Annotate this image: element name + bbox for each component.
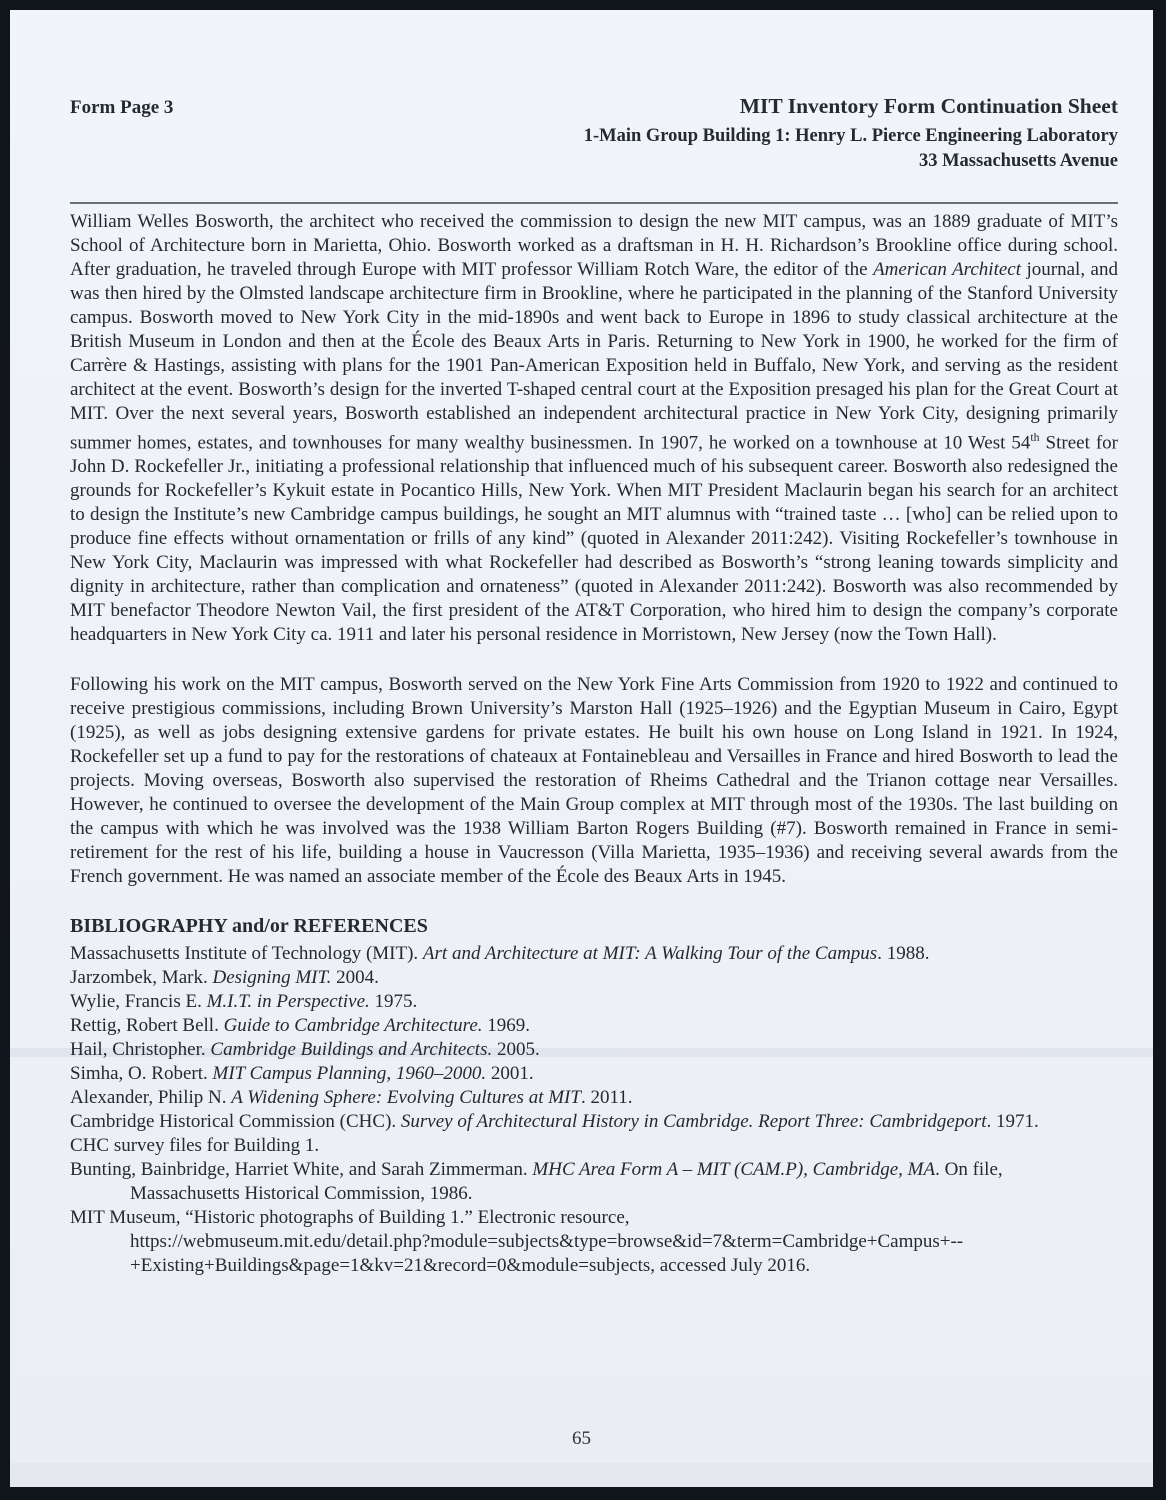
bibliography-line: Bunting, Bainbridge, Harriet White, and Sarah Zimmerman. MHC Area Form A – MIT (CAM.P), Cambridge, MA. On file, xyxy=(70,1159,1003,1181)
bibliography-line: Wylie, Francis E. M.I.T. in Perspective. 1975. xyxy=(70,991,418,1013)
bibliography-line: Simha, O. Robert. MIT Campus Planning, 1960–2000. 2001. xyxy=(70,1063,534,1085)
bibliography-line-continuation: +Existing+Buildings&page=1&kv=21&record=0&module=subjects, accessed July 2016. xyxy=(130,1255,811,1277)
form-page-label: Form Page 3 xyxy=(70,97,174,118)
paragraph-bosworth-biography: William Welles Bosworth, the architect who received the commission to design the new MIT campus, was an 1889 graduate of MIT’s School of Architecture born in Marietta, Ohio. Bosworth worked as a draftsman in H. H. Richardson’s Brookline office during school. After graduation, he traveled through Europe with MIT professor William Rotch Ware, the editor of the American Architect journal, and was then hired by the Olmsted landscape architecture firm in Brookline, where he participated in the planning of the Stanford University campus. Bosworth moved to New York City in the mid-1890s and went back to Europe in 1896 to study classical architecture at the British Museum in London and then at the École des Beaux Arts in Paris. Returning to New York in 1900, he worked for the firm of Carrère & Hastings, assisting with plans for the 1901 Pan-American Exposition held in Buffalo, New York, and serving as the resident architect at the event. Bosworth’s design for the inverted T-shaped central court at the Exposition presaged his plan for the Great Court at MIT. Over the next several years, Bosworth established an independent architectural practice in New York City, designing primarily summer homes, estates, and townhouses for many wealthy businessmen. In 1907, he worked on a townhouse at 10 West 54th Street for John D. Rockefeller Jr., initiating a professional relationship that influenced much of his subsequent career. Bosworth also redesigned the grounds for Rockefeller’s Kykuit estate in Pocantico Hills, New York. When MIT President Maclaurin began his search for an architect to design the Institute’s new Cambridge campus buildings, he sought an MIT alumnus with “trained taste … [who] can be relied upon to produce fine effects without ornamentation or frills of any kind” (quoted in Alexander 2011:242). Visiting Rockefeller’s townhouse in New York City, Maclaurin was impressed with what Rockefeller had described as Bosworth’s “strong leaning towards simplicity and dignity in architecture, rather than complication and ornateness” (quoted in Alexander 2011:242). Bosworth was also recommended by MIT benefactor Theodore Newton Vail, the first president of the AT&T Corporation, who hired him to design the company’s corporate headquarters in New York City ca. 1911 and later his personal residence in Morristown, New Jersey (now the Town Hall). xyxy=(70,211,1118,646)
bibliography-line-continuation: https://webmuseum.mit.edu/detail.php?module=subjects&type=browse&id=7&term=Cambridge+Campus+-- xyxy=(130,1231,964,1253)
page-content xyxy=(70,94,1118,1278)
scan-bottom-shade xyxy=(10,1463,1153,1487)
document-title: MIT Inventory Form Continuation Sheet xyxy=(739,94,1118,118)
paper-sheet xyxy=(10,10,1153,1487)
bibliography-line: CHC survey files for Building 1. xyxy=(70,1135,320,1157)
bibliography-heading: BIBLIOGRAPHY and/or REFERENCES xyxy=(70,915,428,938)
title-block xyxy=(584,94,1118,172)
paragraph-later-career: Following his work on the MIT campus, Bosworth served on the New York Fine Arts Commission from 1920 to 1922 and continued to receive prestigious commissions, including Brown University’s Marston Hall (1925–1926) and the Egyptian Museum in Cairo, Egypt (1925), as well as jobs designing extensive gardens for private estates. He built his own house on Long Island in 1921. In 1924, Rockefeller set up a fund to pay for the restorations of chateaux at Fontainebleau and Versailles in France and hired Bosworth to lead the projects. Moving overseas, Bosworth also supervised the restoration of Rheims Cathedral and the Trianon cottage near Versailles. However, he continued to oversee the development of the Main Group complex at MIT through most of the 1930s. The last building on the campus with which he was involved was the 1938 William Barton Rogers Building (#7). Bosworth remained in France in semi-retirement for the rest of his life, building a house in Vaucresson (Villa Marietta, 1935–1936) and receiving several awards from the French government. He was named an associate member of the École des Beaux Arts in 1945. xyxy=(70,674,1118,888)
bibliography-line: Rettig, Robert Bell. Guide to Cambridge Architecture. 1969. xyxy=(70,1015,530,1037)
building-subtitle: 1-Main Group Building 1: Henry L. Pierce Engineering Laboratory xyxy=(583,126,1118,146)
bibliography-line: Hail, Christopher. Cambridge Buildings and Architects. 2005. xyxy=(70,1039,540,1061)
address-line: 33 Massachusetts Avenue xyxy=(918,151,1118,171)
bibliography-line: MIT Museum, “Historic photographs of Building 1.” Electronic resource, xyxy=(70,1207,630,1229)
page-header xyxy=(70,94,1118,172)
bibliography-list xyxy=(70,942,1118,1278)
page-number: 65 xyxy=(572,1428,591,1449)
bibliography-line: Cambridge Historical Commission (CHC). Survey of Architectural History in Cambridge. Report Three: Cambridgeport. 1971. xyxy=(70,1111,1039,1133)
header-rule xyxy=(70,202,1118,204)
bibliography-line: Massachusetts Institute of Technology (MIT). Art and Architecture at MIT: A Walking Tour of the Campus. 1988. xyxy=(70,943,930,965)
bibliography-line-continuation: Massachusetts Historical Commission, 1986. xyxy=(130,1183,473,1205)
bibliography-line: Jarzombek, Mark. Designing MIT. 2004. xyxy=(70,967,379,989)
bibliography-line: Alexander, Philip N. A Widening Sphere: Evolving Cultures at MIT. 2011. xyxy=(70,1087,633,1109)
